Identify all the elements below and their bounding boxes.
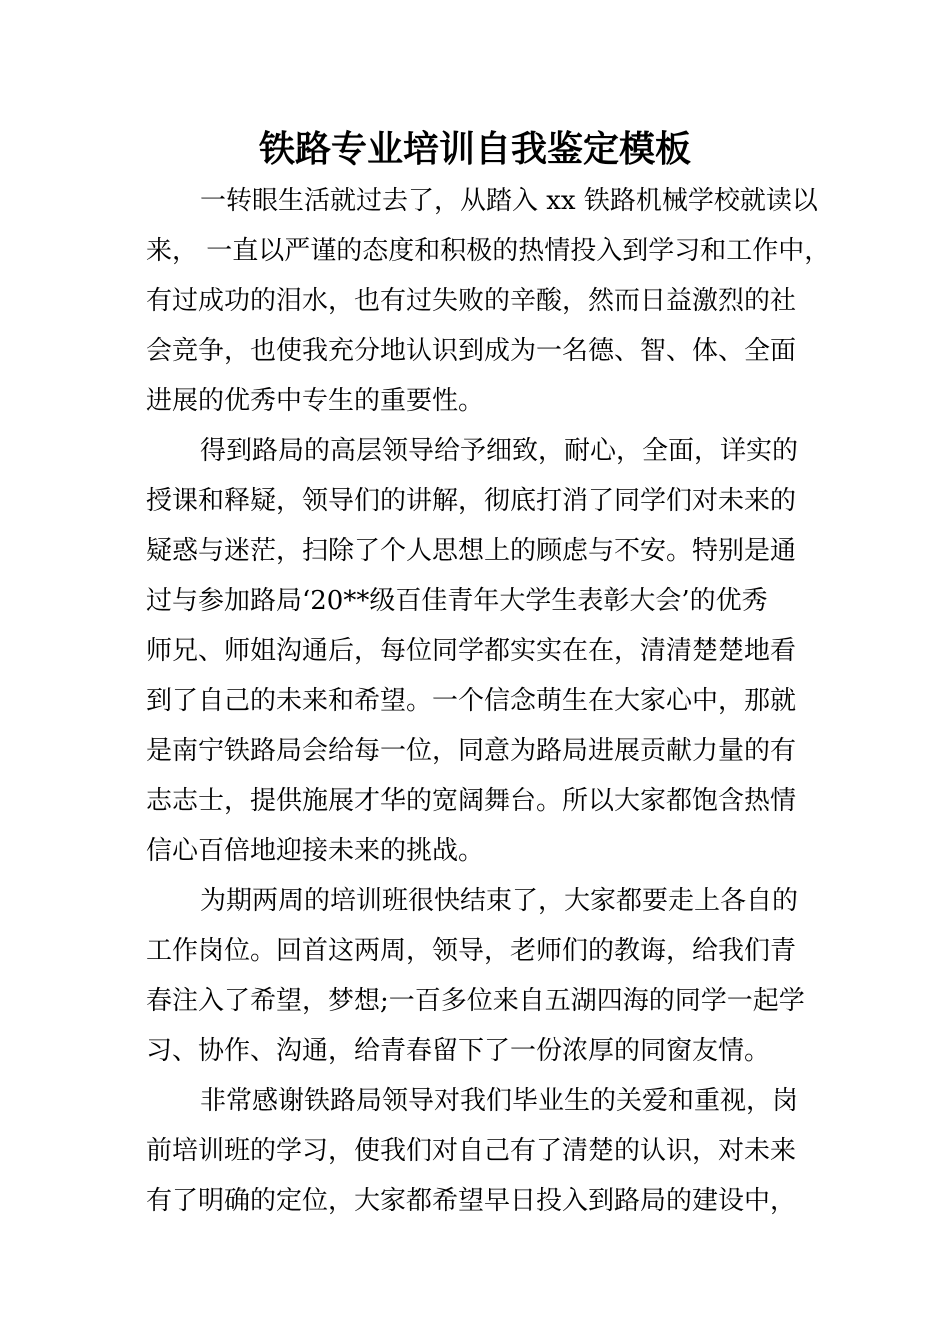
text-line: 习、协作、沟通，给青春留下了一份浓厚的同窗友情。 — [146, 1036, 771, 1066]
paragraph-3 — [146, 876, 816, 1076]
text-line: 疑惑与迷茫，扫除了个人思想上的顾虑与不安。特别是通 — [146, 536, 797, 566]
text-line: 志志士，提供施展才华的宽阔舞台。所以大家都饱含热情 — [146, 786, 797, 816]
text-line: 会竞争，也使我充分地认识到成为一名德、智、体、全面 — [146, 336, 797, 366]
text-line: 到了自己的未来和希望。一个信念萌生在大家心中，那就 — [146, 686, 797, 716]
paragraph-2 — [146, 426, 816, 876]
text-line: 为期两周的培训班很快结束了，大家都要走上各自的 — [200, 886, 799, 916]
text-line: 前培训班的学习，使我们对自己有了清楚的认识，对未来 — [146, 1136, 797, 1166]
document-title: 铁路专业培训自我鉴定模板 — [258, 129, 691, 170]
text-line: 得到路局的高层领导给予细致，耐心，全面，详实的 — [200, 436, 799, 466]
text-line: 有过成功的泪水，也有过失败的辛酸，然而日益激烈的社 — [146, 286, 797, 316]
text-line: 师兄、师姐沟通后，每位同学都实实在在，清清楚楚地看 — [146, 636, 797, 666]
text-line: 一转眼生活就过去了，从踏入 xx 铁路机械学校就读以 — [200, 186, 818, 216]
text-line: 信心百倍地迎接未来的挑战。 — [146, 836, 485, 866]
text-line: 工作岗位。回首这两周，领导，老师们的教诲，给我们青 — [146, 936, 797, 966]
document-body — [146, 176, 831, 1226]
text-line: 非常感谢铁路局领导对我们毕业生的关爱和重视，岗 — [200, 1086, 799, 1116]
paragraph-4 — [146, 1076, 816, 1226]
text-line: 授课和释疑，领导们的讲解，彻底打消了同学们对未来的 — [146, 486, 797, 516]
paragraph-1 — [146, 176, 831, 426]
text-line: 过与参加路局‘20**级百佳青年大学生表彰大会’的优秀 — [146, 586, 768, 616]
text-line: 春注入了希望，梦想;一百多位来自五湖四海的同学一起学 — [146, 986, 805, 1016]
text-line: 有了明确的定位，大家都希望早日投入到路局的建设中， — [146, 1186, 797, 1216]
text-line: 是南宁铁路局会给每一位，同意为路局进展贡献力量的有 — [146, 736, 797, 766]
text-line: 进展的优秀中专生的重要性。 — [146, 386, 485, 416]
text-line: 来， 一直以严谨的态度和积极的热情投入到学习和工作中， — [146, 236, 831, 266]
